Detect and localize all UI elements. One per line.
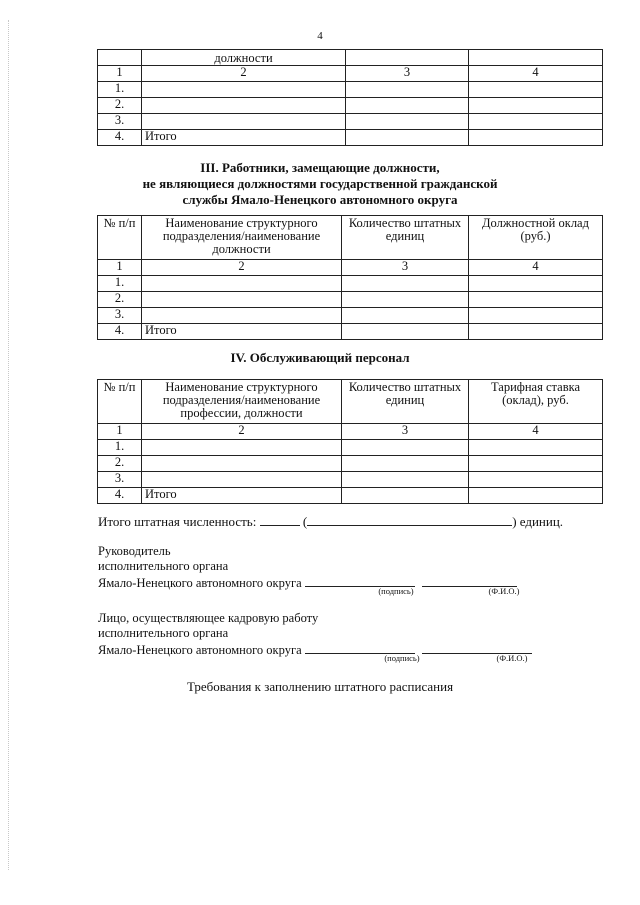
section-4-title: IV. Обслуживающий персонал [230,350,410,365]
column-number-row [98,424,603,440]
row-number: 2. [98,292,142,308]
column-number: 4 [469,424,603,440]
table-cell [346,50,469,66]
row-name [142,98,346,114]
table-cell [98,50,142,66]
column-number: 2 [142,260,342,276]
row-number: 3. [98,308,142,324]
head-signature-caption: (подпись) [378,586,414,596]
head-name-caption: (Ф.И.О.) [488,586,520,596]
hr-name-caption: (Ф.И.О.) [496,653,528,663]
table-cell [342,456,469,472]
column-number-row [98,66,603,82]
table-row [98,292,603,308]
table-cell [346,98,469,114]
table-cell [342,308,469,324]
column-number: 1 [98,260,142,276]
row-number: 1. [98,276,142,292]
column-number: 1 [98,66,142,82]
table-row [98,98,603,114]
column-header: Тарифная ставка (оклад), руб. [469,380,603,424]
head-signature-line: исполнительного органа [98,559,229,573]
section-4-table [97,379,603,504]
row-name: Итого [142,488,342,504]
row-name [142,292,342,308]
table-cell [342,488,469,504]
hr-signature-caption: (подпись) [384,653,420,663]
table-row [98,308,603,324]
column-header: Наименование структурного подразделения/наименование профессии, должности [142,380,342,424]
row-name [142,472,342,488]
table-cell [469,50,603,66]
total-staff-label: Итого штатная численность: [98,514,257,529]
row-number: 2. [98,456,142,472]
table-row [98,440,603,456]
table-cell [469,98,603,114]
row-number: 3. [98,472,142,488]
section-3-title-line: не являющиеся должностями государственной гражданской [142,176,498,191]
total-staff-suffix: ) единиц. [512,514,564,529]
column-number: 4 [469,260,603,276]
table-header-row [98,216,603,260]
row-number: 4. [98,324,142,340]
table-cell [469,472,603,488]
header-fragment-cell: должности [142,50,346,66]
hr-signature-line: Лицо, осуществляющее кадровую работу [98,611,319,625]
table-row [98,456,603,472]
table-cell [342,276,469,292]
total-staff-line [98,513,563,529]
column-header: Количество штатных единиц [342,216,469,260]
table-cell [469,324,603,340]
column-header: Наименование структурного подразделения/наименование должности [142,216,342,260]
table-cell [342,440,469,456]
hr-signature-line: исполнительного органа [98,626,229,640]
table-cell [346,82,469,98]
row-name [142,276,342,292]
column-number: 2 [142,424,342,440]
requirements-heading: Требования к заполнению штатного расписания [186,679,454,694]
column-number: 1 [98,424,142,440]
table-cell [342,292,469,308]
table-row [98,276,603,292]
table-cell [469,488,603,504]
table-cell [469,130,603,146]
row-name [142,114,346,130]
column-number: 3 [346,66,469,82]
head-signature-line: Руководитель [98,544,171,558]
page-number: 4 [317,30,323,42]
table-row [98,82,603,98]
column-number: 3 [342,260,469,276]
column-header: № п/п [98,216,142,260]
row-name: Итого [142,130,346,146]
column-number: 2 [142,66,346,82]
row-name [142,456,342,472]
column-number: 3 [342,424,469,440]
table-cell [469,114,603,130]
total-open-paren: ( [302,514,308,529]
table-row [98,130,603,146]
table-cell [346,130,469,146]
row-number: 4. [98,488,142,504]
table-cell [346,114,469,130]
table-cell [469,308,603,324]
head-signature-line [98,574,517,591]
total-count-blank[interactable] [260,513,300,526]
row-number: 4. [98,130,142,146]
table-cell [469,276,603,292]
column-header: Должностной оклад (руб.) [469,216,603,260]
section-3-title [80,160,560,208]
binding-margin [8,20,9,870]
head-signature-org: Ямало-Ненецкого автономного округа [98,576,302,590]
total-words-blank[interactable] [307,513,512,526]
row-name [142,308,342,324]
row-number: 1. [98,82,142,98]
table-row [98,324,603,340]
column-number: 4 [469,66,603,82]
top-table [97,49,603,146]
section-3-title-line: службы Ямало-Ненецкого автономного округа [182,192,458,207]
table-row [98,488,603,504]
hr-signature-org: Ямало-Ненецкого автономного округа [98,643,302,657]
hr-signature-line [98,641,532,658]
section-3-table [97,215,603,340]
section-3-title-line: III. Работники, замещающие должности, [200,160,440,175]
table-cell [469,292,603,308]
column-header: № п/п [98,380,142,424]
column-header: Количество штатных единиц [342,380,469,424]
row-number: 3. [98,114,142,130]
row-name [142,440,342,456]
table-header-row [98,380,603,424]
table-cell [342,324,469,340]
table-cell [469,82,603,98]
row-name: Итого [142,324,342,340]
row-name [142,82,346,98]
table-row [98,114,603,130]
table-row [98,472,603,488]
table-row [98,50,603,66]
row-number: 2. [98,98,142,114]
column-number-row [98,260,603,276]
table-cell [469,456,603,472]
row-number: 1. [98,440,142,456]
table-cell [342,472,469,488]
table-cell [469,440,603,456]
